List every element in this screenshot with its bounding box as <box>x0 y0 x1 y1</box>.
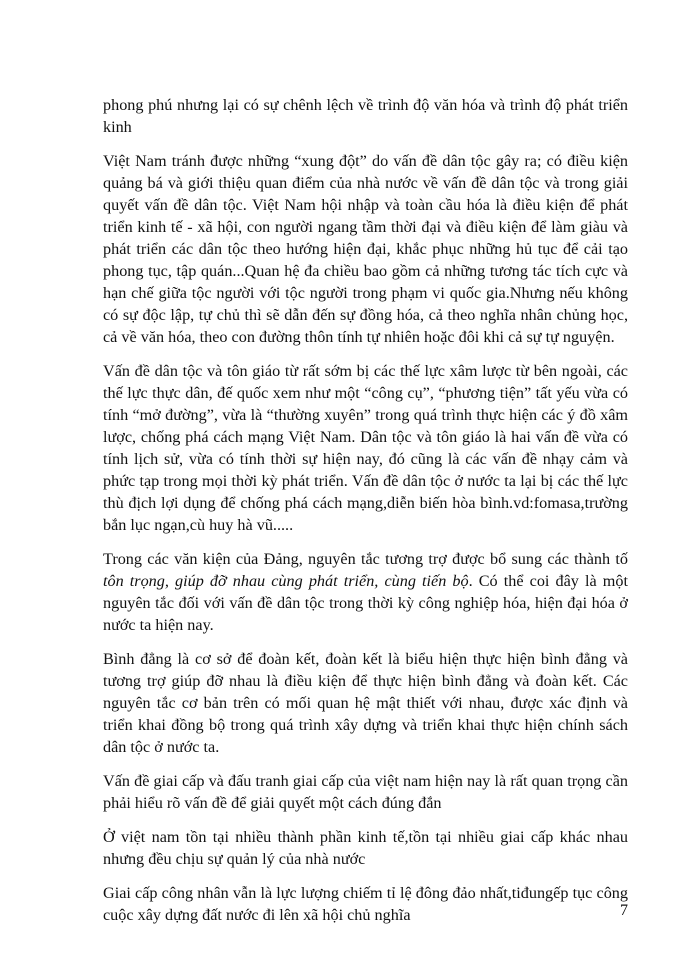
paragraph-8: Giai cấp công nhân vẫn là lực lượng chiếm tỉ lệ đông đảo nhất,tiđungếp tục công cuộc xây dựng đất nước đi lên xã hội chủ nghĩa <box>103 884 628 924</box>
page-number: 7 <box>620 902 628 919</box>
paragraph-6: Vấn đề giai cấp và đấu tranh giai cấp của việt nam hiện nay là rất quan trọng cần phải hiểu rõ vấn đề để giải quyết một cách đúng đắn <box>103 772 628 812</box>
paragraph-5: Bình đẳng là cơ sở để đoàn kết, đoàn kết là biểu hiện thực hiện bình đẳng và tương trợ giúp đỡ nhau là điều kiện để thực hiện bình đẳng và đoàn kết. Các nguyên tắc cơ bản trên có mối quan hệ mật thiết với nhau, được xác định và triển khai đồng bộ trong quá trình xây dựng và triển khai thực hiện chính sách dân tộc ở nước ta. <box>103 650 628 756</box>
paragraph-4-lead: Trong các văn kiện của Đảng, nguyên tắc tương trợ được bổ sung các thành tố <box>103 550 628 568</box>
paragraph-3: Vấn đề dân tộc và tôn giáo từ rất sớm bị các thế lực xâm lược từ bên ngoài, các thế lực thực dân, đế quốc xem như một “công cụ”, “phương tiện” tất yếu vừa có tính “mở đường”, vừa là “thường xuyên” trong quá trình thực hiện các ý đồ xâm lược, chống phá cách mạng Việt Nam. Dân tộc và tôn giáo là hai vấn đề vừa có tính lịch sử, vừa có tính thời sự hiện nay, đó cũng là các vấn đề nhạy cảm và phức tạp trong mọi thời kỳ phát triển. Vấn đề dân tộc ở nước ta lại bị các thế lực thù địch lợi dụng để chống phá cách mạng,diễn biến hòa bình.vd:fomasa,trường bắn lục ngạn,cù huy hà vũ..... <box>103 362 628 534</box>
paragraph-7: Ở việt nam tồn tại nhiều thành phần kinh tế,tồn tại nhiều giai cấp khác nhau nhưng đều chịu sự quản lý của nhà nước <box>103 828 628 868</box>
paragraph-2: Việt Nam tránh được những “xung đột” do vấn đề dân tộc gây ra; có điều kiện quảng bá và giới thiệu quan điểm của nhà nước về vấn đề dân tộc và trong giải quyết vấn đề dân tộc. Việt Nam hội nhập và toàn cầu hóa là điều kiện để phát triển kinh tế - xã hội, con người ngang tầm thời đại và điều kiện để làm giàu và phát triển các dân tộc theo hướng hiện đại, khắc phục những hủ tục để cải tạo phong tục, tập quán...Quan hệ đa chiều bao gồm cả những tương tác tích cực và hạn chế giữa tộc người với tộc người trong phạm vi quốc gia.Nhưng nếu không có sự độc lập, tự chủ thì sẽ dẫn đến sự đồng hóa, cả theo nghĩa nhân chủng học, cả về văn hóa, theo con đường thôn tính tự nhiên hoặc đôi khi cả sự tự nguyện. <box>103 152 628 346</box>
page-body <box>103 94 628 926</box>
paragraph-4 <box>103 548 628 636</box>
paragraph-4-tail: . Có thể coi đây là một nguyên tắc đối với vấn đề dân tộc trong thời kỳ công nghiệp hóa, hiện đại hóa ở nước ta hiện nay. <box>103 572 628 634</box>
paragraph-4-emphasis: tôn trọng, giúp đỡ nhau cùng phát triển, cùng tiến bộ <box>103 572 469 590</box>
paragraph-1: phong phú nhưng lại có sự chênh lệch về trình độ văn hóa và trình độ phát triển kinh <box>103 96 628 136</box>
